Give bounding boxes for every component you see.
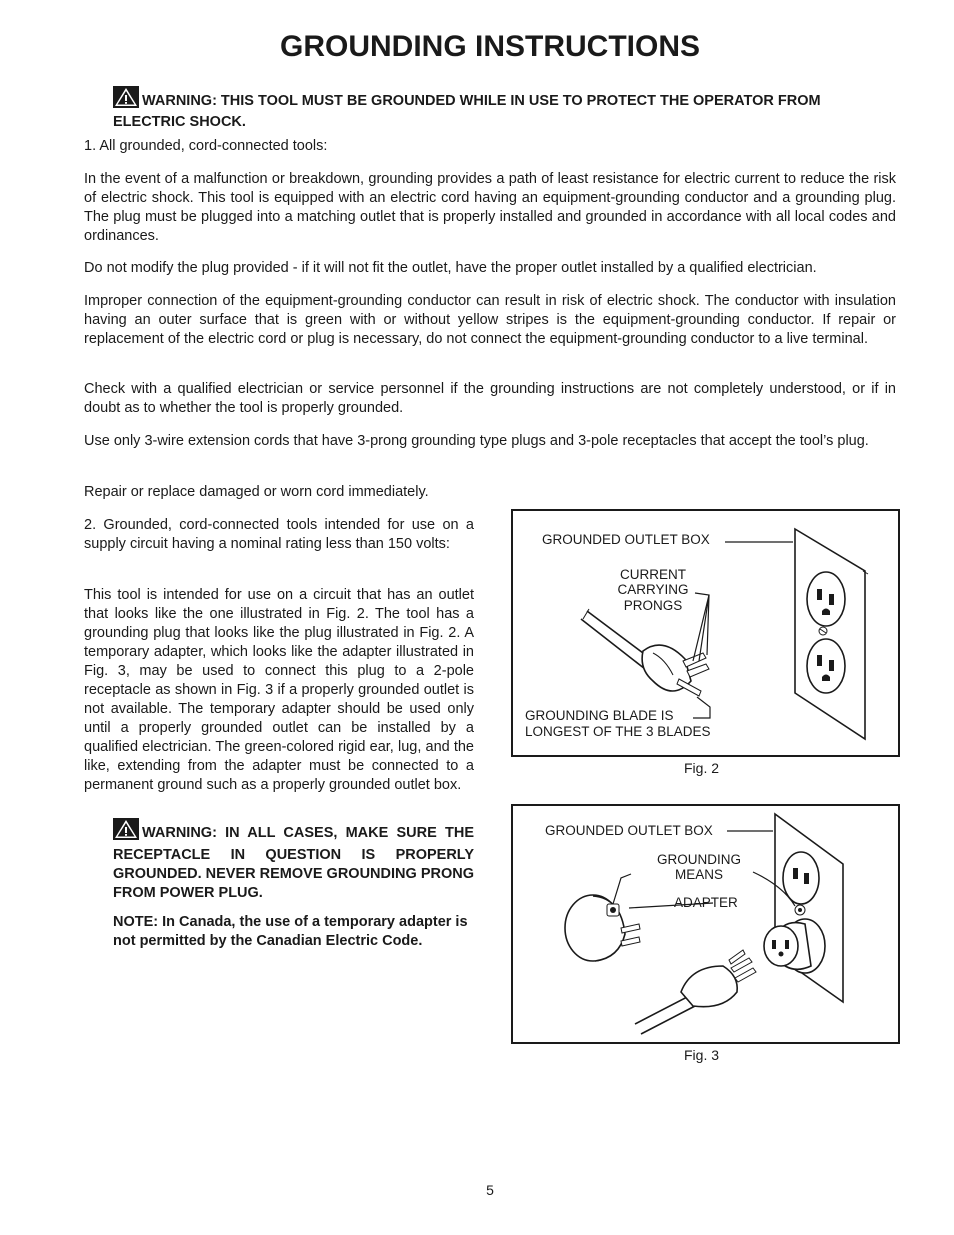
warning-top bbox=[113, 86, 896, 131]
fig2-blade-label-1: GROUNDING BLADE IS bbox=[525, 708, 674, 723]
paragraph-6: Repair or replace damaged or worn cord immediately. bbox=[84, 484, 429, 500]
fig3-caption: Fig. 3 bbox=[684, 1047, 720, 1063]
warning-bottom bbox=[113, 818, 474, 903]
page-number: 5 bbox=[486, 1182, 494, 1198]
paragraph-2: Do not modify the plug provided - if it will not fit the outlet, have the proper outlet installed by a qualified electrician. bbox=[84, 260, 817, 276]
warning-bottom-text: WARNING: IN ALL CASES, MAKE SURE THE RECEPTACLE IN QUESTION IS PROPERLY GROUNDED. NEVER REMOVE GROUNDING PRONG FROM POWER PLUG. bbox=[113, 825, 474, 901]
section1-heading: 1. All grounded, cord-connected tools: bbox=[84, 138, 328, 154]
fig3-means-label-2: MEANS bbox=[674, 867, 723, 882]
fig2-blade-label-2: LONGEST OF THE 3 BLADES bbox=[525, 724, 711, 739]
paragraph-3: Improper connection of the equipment-grounding conductor can result in risk of electric shock. The conductor with insulation having an outer surface that is green with or without yellow stripes is the equipment-grounding conductor. If repair or replacement of the electric cord or plug is necessary, do not connect the equipment-grounding conductor to a live terminal. bbox=[84, 293, 896, 347]
canada-note: NOTE: In Canada, the use of a temporary adapter is not permitted by the Canadian Electric Code. bbox=[113, 914, 468, 949]
page-title: GROUNDING INSTRUCTIONS bbox=[280, 30, 700, 63]
warning-top-text: WARNING: THIS TOOL MUST BE GROUNDED WHILE IN USE TO PROTECT THE OPERATOR FROM ELECTRIC SHOCK. bbox=[113, 93, 821, 130]
fig2-caption: Fig. 2 bbox=[684, 760, 720, 776]
fig2-prongs-label-1: CURRENT bbox=[620, 567, 686, 582]
figure-2 bbox=[511, 509, 900, 757]
warning-triangle-icon bbox=[113, 86, 139, 113]
paragraph-5: Use only 3-wire extension cords that have 3-prong grounding type plugs and 3-pole receptacles that accept the tool’s plug. bbox=[84, 433, 869, 449]
fig3-means-label-1: GROUNDING bbox=[657, 852, 741, 867]
section2-heading: 2. Grounded, cord-connected tools intended for use on a supply circuit having a nominal rating less than 150 volts: bbox=[84, 517, 474, 552]
section2-body: This tool is intended for use on a circuit that has an outlet that looks like the one illustrated in Fig. 2. The tool has a grounding plug that looks like the plug illustrated in Fig. 2. A temporary adapter, which looks like the adapter illustrated in Fig. 3, may be used to connect this plug to a 2-pole receptacle as shown in Fig. 3 if a properly grounded outlet is not available. The temporary adapter should be used only until a properly grounded outlet can be installed by a qualified electrician. The green-colored rigid ear, lug, and the like, extending from the adapter must be connected to a permanent ground such as a properly grounded outlet box. bbox=[84, 587, 474, 793]
fig2-prongs-label-3: PRONGS bbox=[623, 598, 683, 613]
warning-triangle-icon bbox=[113, 818, 139, 846]
paragraph-4: Check with a qualified electrician or service personnel if the grounding instructions are not completely understood, or if in doubt as to whether the tool is properly grounded. bbox=[84, 381, 896, 416]
fig3-illustration bbox=[513, 806, 898, 1042]
fig2-outlet-box-label: GROUNDED OUTLET BOX bbox=[542, 532, 710, 547]
figure-3 bbox=[511, 804, 900, 1044]
fig3-adapter-label: ADAPTER bbox=[674, 895, 738, 910]
paragraph-1: In the event of a malfunction or breakdown, grounding provides a path of least resistance for electric current to reduce the risk of electric shock. This tool is equipped with an electric cord having an equipment-grounding conductor and a grounding plug. The plug must be plugged into a matching outlet that is properly installed and grounded in accordance with all local codes and ordinances. bbox=[84, 171, 896, 244]
fig2-prongs-label-2: CARRYING bbox=[617, 582, 689, 597]
fig3-outlet-box-label: GROUNDED OUTLET BOX bbox=[545, 823, 713, 838]
